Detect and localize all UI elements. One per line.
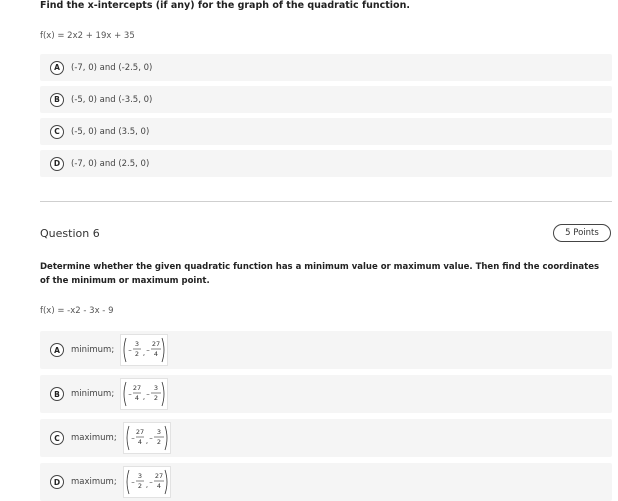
right-paren xyxy=(165,470,167,494)
coordinate-formula-image xyxy=(120,334,168,366)
minus-sign: – xyxy=(148,478,153,486)
coordinate-formula-image xyxy=(120,378,168,410)
fraction-denominator: 4 xyxy=(154,350,159,358)
fraction-numerator: 27 xyxy=(135,428,144,436)
fraction-numerator: 3 xyxy=(137,472,142,480)
coordinate-formula-image xyxy=(123,466,171,498)
right-paren xyxy=(162,338,164,362)
left-paren xyxy=(124,338,126,362)
q6-option-c[interactable] xyxy=(40,419,612,457)
option-text: minimum; xyxy=(71,345,115,355)
option-text: maximum; xyxy=(71,477,117,487)
fraction-denominator: 4 xyxy=(137,438,142,446)
option-text: (-7, 0) and (-2.5, 0) xyxy=(71,62,153,73)
comma-separator: , xyxy=(145,481,148,489)
option-letter-badge: C xyxy=(50,125,64,139)
coordinate-formula-image xyxy=(123,422,171,454)
comma-separator: , xyxy=(143,393,146,401)
q6-option-d[interactable] xyxy=(40,463,612,501)
coordinate-formula xyxy=(122,380,166,408)
fraction-denominator: 4 xyxy=(156,482,161,490)
minus-sign: – xyxy=(128,346,132,354)
option-letter-badge: A xyxy=(50,343,64,357)
option-letter-badge: A xyxy=(50,61,64,75)
option-letter-badge: D xyxy=(50,157,64,171)
fraction-denominator: 2 xyxy=(135,350,140,358)
minus-sign: – xyxy=(130,434,135,442)
fraction-numerator: 3 xyxy=(135,340,140,348)
question-6-prompt: Determine whether the given quadratic function has a minimum value or maximum value. Then find the coordinates of the minimum or maximum point. xyxy=(40,262,600,286)
q5-option-a[interactable] xyxy=(40,54,612,81)
minus-sign: – xyxy=(130,478,135,486)
left-paren xyxy=(127,470,129,494)
fraction-numerator: 27 xyxy=(133,384,142,392)
option-letter-badge: C xyxy=(50,431,64,445)
question-6-label: Question 6 xyxy=(40,227,100,240)
option-text: (-5, 0) and (-3.5, 0) xyxy=(71,94,153,105)
points-badge: 5 Points xyxy=(553,224,611,242)
question-5-function: f(x) = 2x2 + 19x + 35 xyxy=(40,31,135,41)
fraction-denominator: 2 xyxy=(154,394,159,402)
minus-sign: – xyxy=(146,346,150,354)
fraction-numerator: 27 xyxy=(154,472,163,480)
left-paren xyxy=(127,426,129,450)
minus-sign: – xyxy=(148,434,153,442)
q5-option-d[interactable] xyxy=(40,150,612,177)
fraction-denominator: 2 xyxy=(156,438,161,446)
minus-sign: – xyxy=(146,390,150,398)
comma-separator: , xyxy=(143,349,146,357)
question-6-function: f(x) = -x2 - 3x - 9 xyxy=(40,306,114,316)
question-5-prompt: Find the x-intercepts (if any) for the graph of the quadratic function. xyxy=(40,0,410,11)
fraction-numerator: 27 xyxy=(152,340,161,348)
option-letter-badge: B xyxy=(50,93,64,107)
fraction-denominator: 4 xyxy=(135,394,140,402)
option-text: maximum; xyxy=(71,433,117,443)
right-paren xyxy=(162,382,164,406)
minus-sign: – xyxy=(128,390,132,398)
comma-separator: , xyxy=(145,437,148,445)
option-letter-badge: D xyxy=(50,475,64,489)
option-text: minimum; xyxy=(71,389,115,399)
fraction-denominator: 2 xyxy=(137,482,142,490)
option-text: (-7, 0) and (2.5, 0) xyxy=(71,158,150,169)
q6-option-b[interactable] xyxy=(40,375,612,413)
section-divider xyxy=(40,201,612,202)
option-text: (-5, 0) and (3.5, 0) xyxy=(71,126,150,137)
coordinate-formula xyxy=(125,424,169,452)
left-paren xyxy=(124,382,126,406)
q6-option-a[interactable] xyxy=(40,331,612,369)
fraction-numerator: 3 xyxy=(156,428,161,436)
coordinate-formula xyxy=(122,336,166,364)
coordinate-formula xyxy=(125,468,169,496)
fraction-numerator: 3 xyxy=(154,384,159,392)
option-letter-badge: B xyxy=(50,387,64,401)
right-paren xyxy=(165,426,167,450)
q5-option-b[interactable] xyxy=(40,86,612,113)
q5-option-c[interactable] xyxy=(40,118,612,145)
